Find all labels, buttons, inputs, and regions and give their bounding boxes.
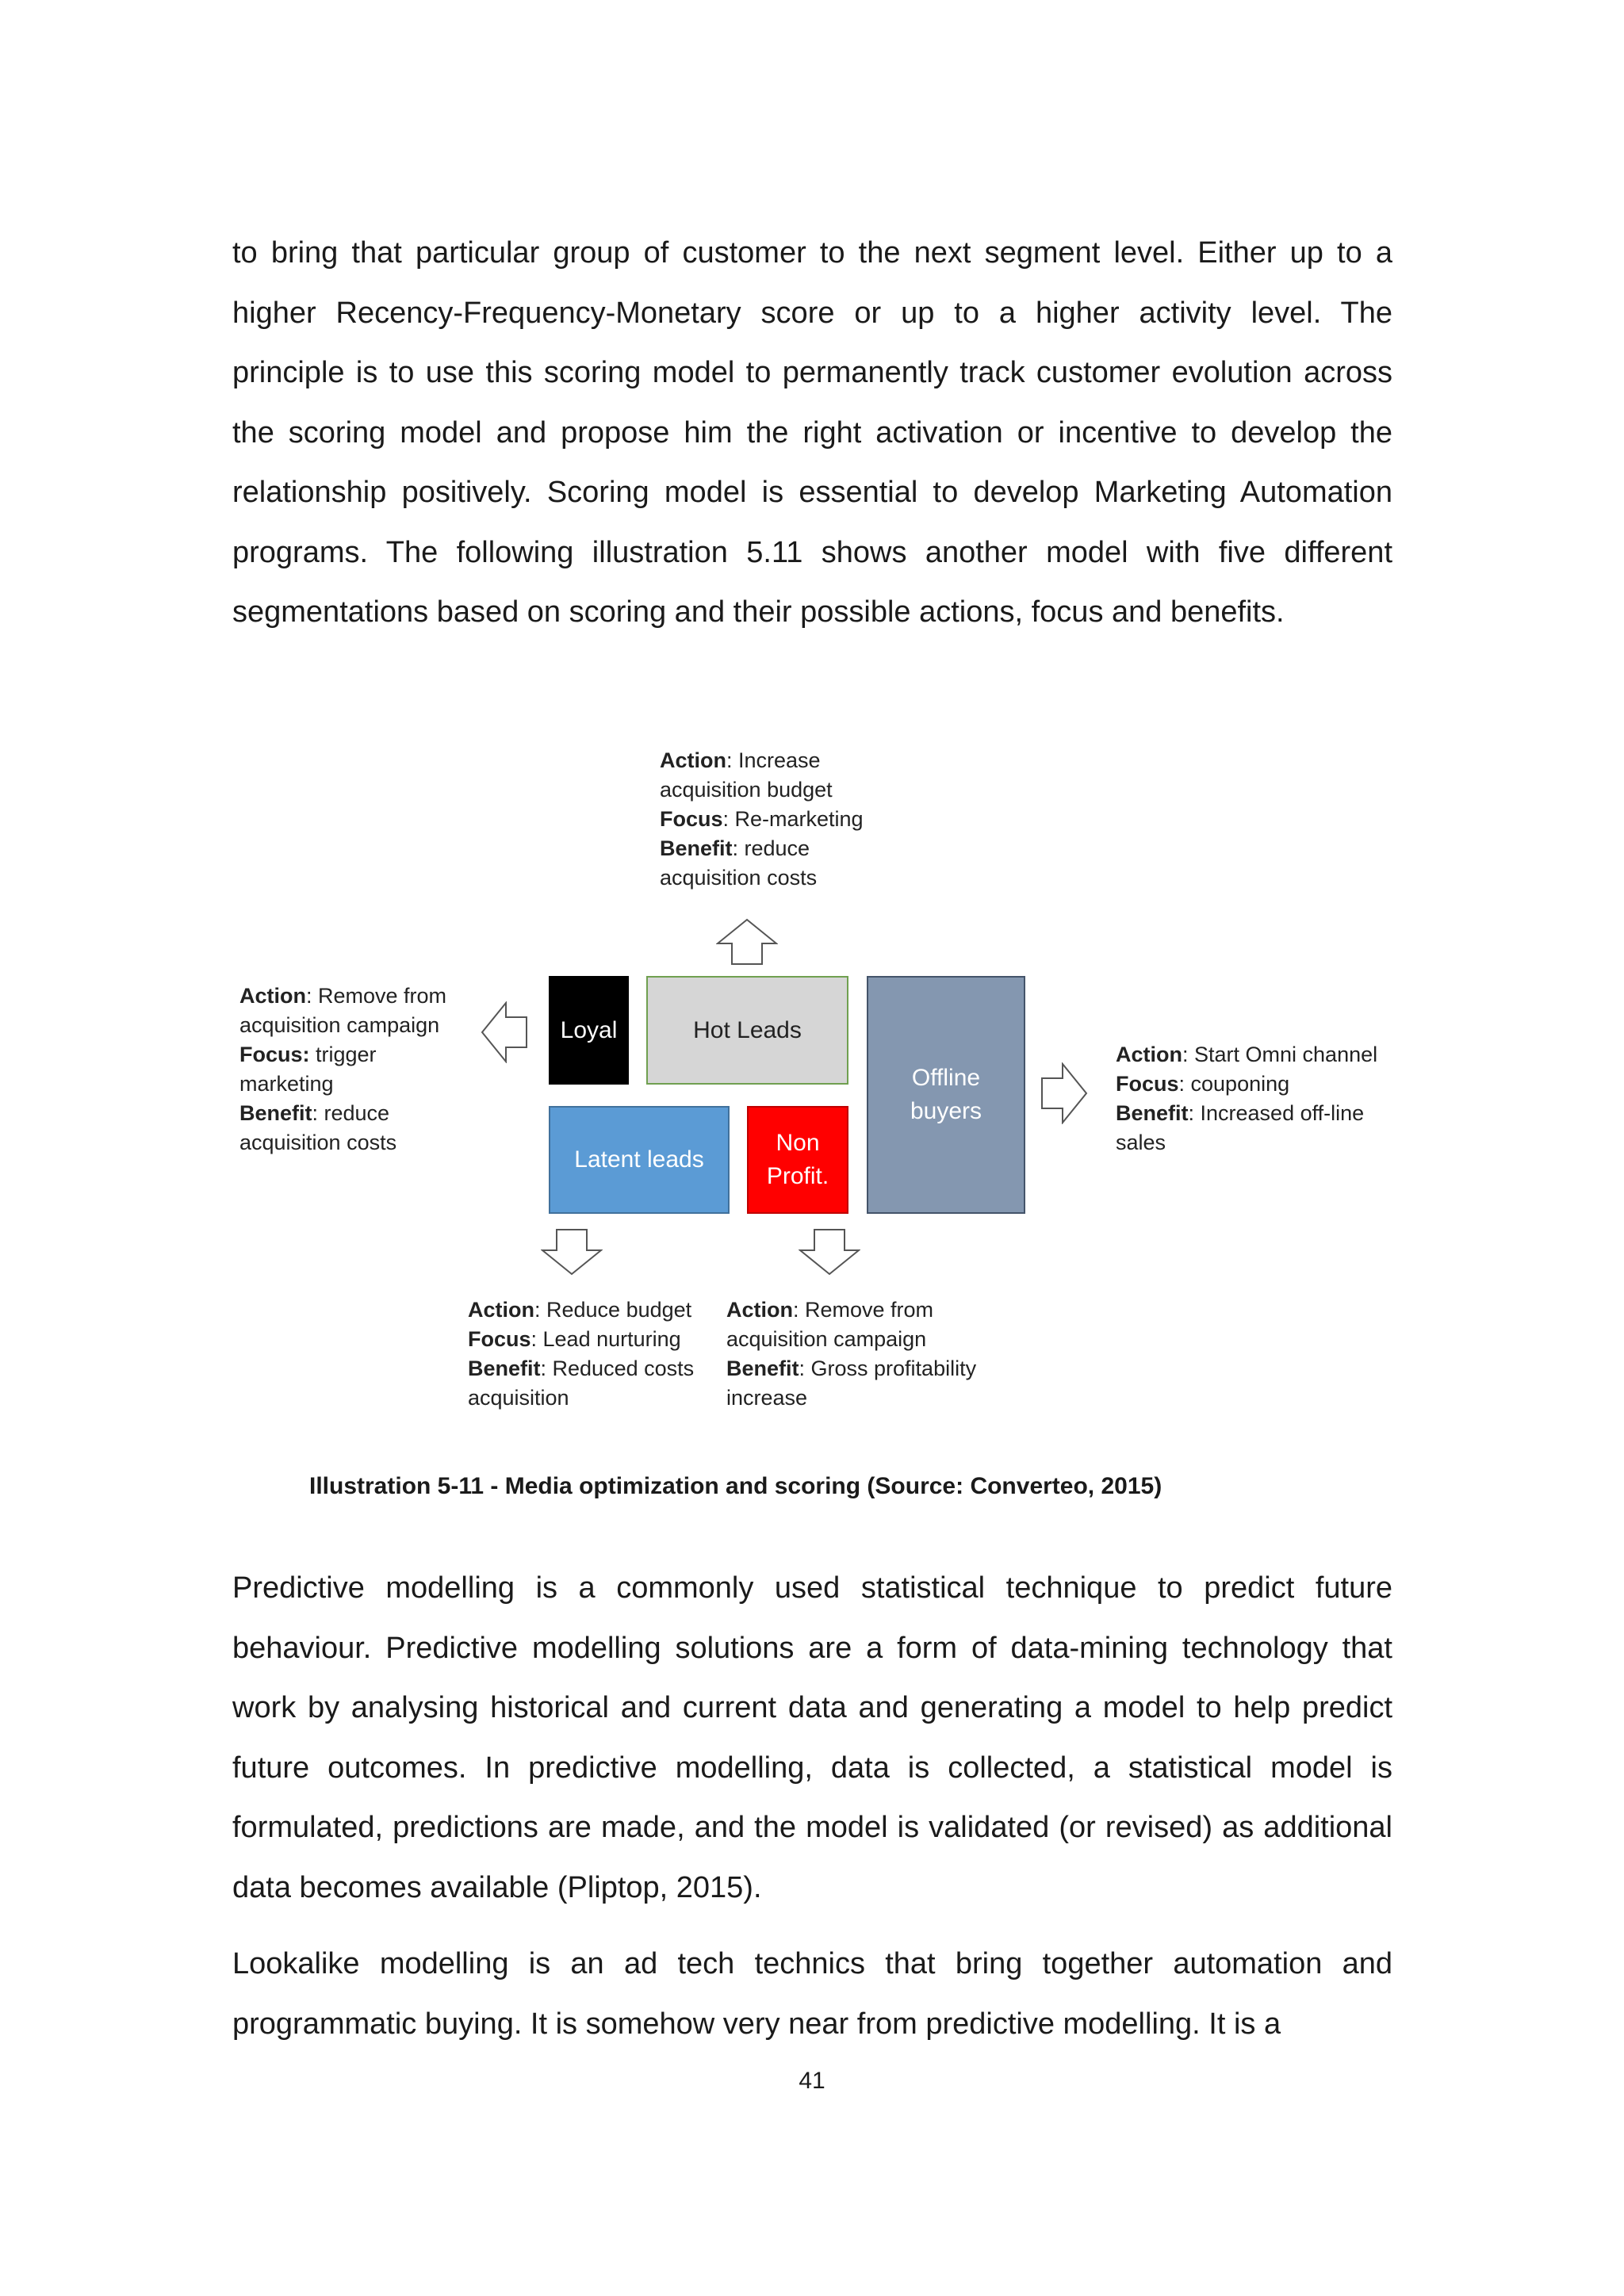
- segment-hot-leads: Hot Leads: [646, 976, 848, 1085]
- arrow-down-icon: [799, 1228, 860, 1276]
- page-number: 41: [799, 2068, 825, 2094]
- segment-offline-buyers: Offline buyers: [867, 976, 1025, 1214]
- arrow-up-icon: [716, 918, 778, 966]
- arrow-down-icon: [541, 1228, 603, 1276]
- body-paragraph-3: Lookalike modelling is an ad tech technics that bring together automation and programmatic buying. It is somehow very near from predictive modelling. It is a: [232, 1947, 1392, 2041]
- segment-loyal: Loyal: [549, 976, 629, 1085]
- right-annotation: Action: Start Omni channel Focus: couponing Benefit: Increased off-line sales: [1116, 1043, 1378, 1154]
- top-annotation: Action: Increase acquisition budget Focus: Re-marketing Benefit: reduce acquisition costs: [660, 748, 864, 890]
- left-annotation: Action: Remove from acquisition campaign Focus: trigger marketing Benefit: reduce acquisition costs: [239, 984, 447, 1154]
- bottom-left-annotation: Action: Reduce budget Focus: Lead nurturing Benefit: Reduced costs acquisition: [468, 1298, 695, 1410]
- segment-non-profit: Non Profit.: [747, 1106, 848, 1214]
- body-paragraph-2: Predictive modelling is a commonly used statistical technique to predict future behaviour. Predictive modelling solutions are a form of data-mining technology that work by analysing historical and current data and generating a model to help predict future outcomes. In predictive modelling, data is collected, a statistical model is formulated, predictions are made, and the model is validated (or revised) as additional data becomes available (Pliptop, 2015).: [232, 1571, 1392, 1904]
- bottom-right-annotation: Action: Remove from acquisition campaign Benefit: Gross profitability increase: [726, 1298, 977, 1410]
- figure-caption: Illustration 5-11 - Media optimization and scoring (Source: Converteo, 2015): [309, 1473, 1162, 1499]
- body-paragraph-1: to bring that particular group of customer to the next segment level. Either up to a higher Recency-Frequency-Monetary score or up to a higher activity level. The principle is to use this scoring model to permanently track customer evolution across the scoring model and propose him the right activation or incentive to develop the relationship positively. Scoring model is essential to develop Marketing Automation programs. The following illustration 5.11 shows another model with five different segmentations based on scoring and their possible actions, focus and benefits.: [232, 236, 1392, 629]
- arrow-right-icon: [1040, 1062, 1088, 1124]
- arrow-left-icon: [481, 1001, 528, 1063]
- segment-latent-leads: Latent leads: [549, 1106, 730, 1214]
